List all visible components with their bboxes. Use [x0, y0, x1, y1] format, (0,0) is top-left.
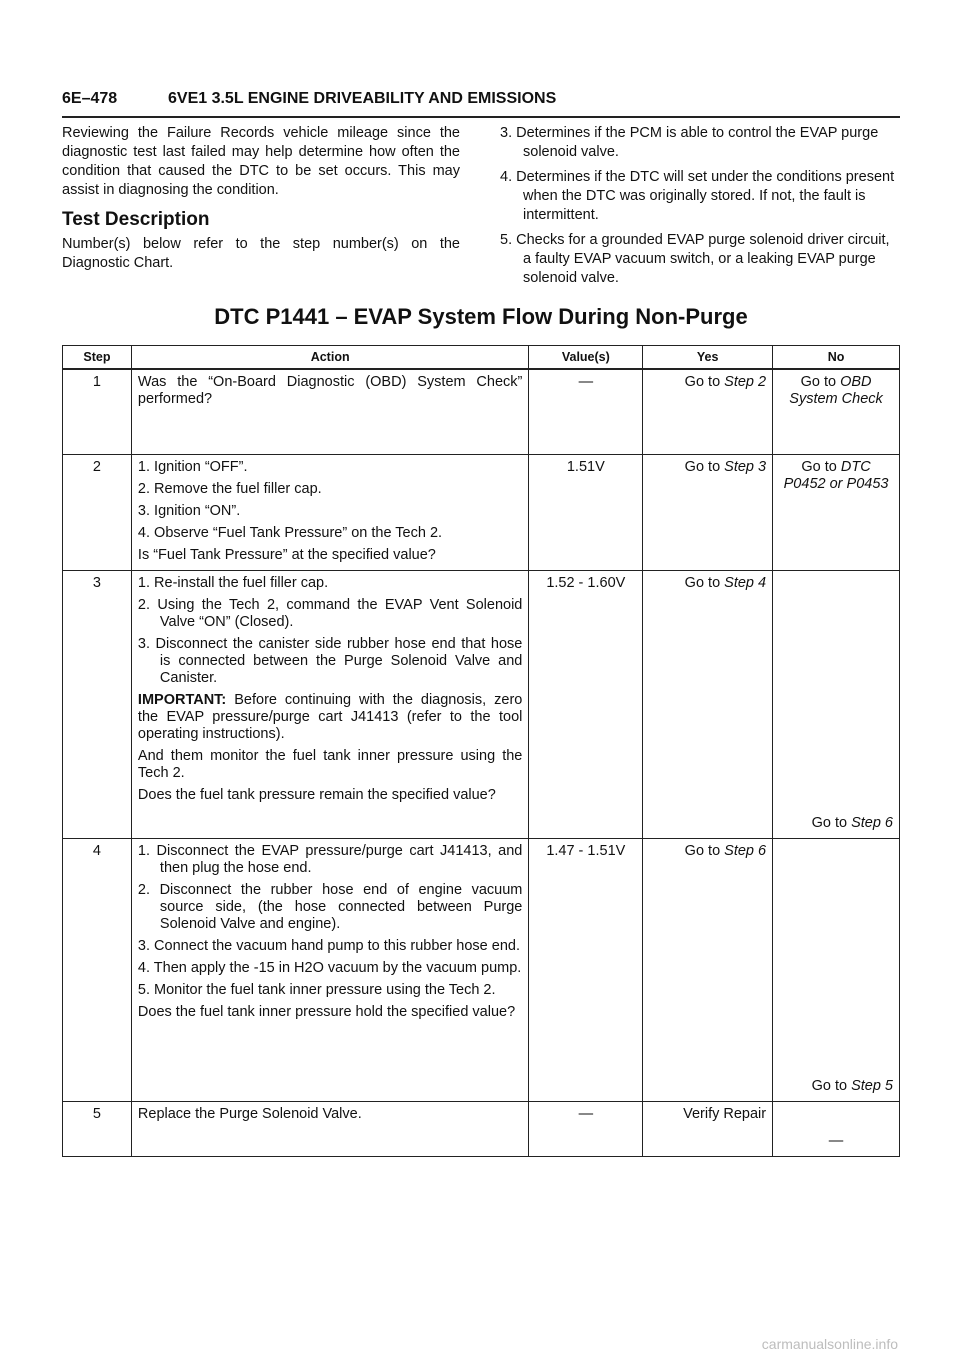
yes-cell: Verify Repair: [643, 1101, 773, 1156]
step-value: 1.52 - 1.60V: [529, 570, 643, 838]
step-action: [131, 570, 528, 838]
step-question: Does the fuel tank inner pressure hold the specified value?: [137, 1003, 516, 1020]
page-header: [62, 88, 900, 118]
page-number: 6E–478: [62, 90, 118, 107]
header-title: 6VE1 3.5L ENGINE DRIVEABILITY AND EMISSIONS: [168, 90, 557, 107]
step-value: —: [529, 1101, 643, 1156]
yes-reference-link[interactable]: Step 6: [724, 842, 767, 859]
no-reference-link[interactable]: Step 5: [851, 1077, 893, 1094]
test-description-heading: Test Description: [62, 209, 210, 230]
substep: 1. Disconnect the EVAP pressure/purge cart J41413, and then plug the hose end.: [137, 842, 523, 876]
header-no: No: [773, 346, 900, 370]
yes-cell: [643, 570, 773, 838]
test-note-5: 5. Checks for a grounded EVAP purge solenoid driver circuit, a faulty EVAP vacuum switch, or a leaking EVAP purge solenoid valve.: [500, 232, 890, 286]
header-action: Action: [131, 346, 528, 370]
substep: 1. Re-install the fuel filler cap.: [137, 574, 329, 591]
intro-right-column: [500, 124, 898, 294]
no-reference-link[interactable]: Step 6: [851, 814, 893, 831]
substep: 3. Disconnect the canister side rubber hose end that hose is connected between the Purge Solenoid Valve and Canister.: [137, 635, 523, 686]
yes-cell: [643, 838, 773, 1101]
step-number: 4: [63, 838, 132, 1101]
substep: 2. Remove the fuel filler cap.: [137, 480, 322, 497]
substep: 4. Observe “Fuel Tank Pressure” on the Tech 2.: [137, 524, 443, 541]
no-reference-link[interactable]: OBD System Check: [789, 374, 883, 407]
go-to-label: Go to: [684, 574, 721, 591]
intro-left-column: [62, 124, 460, 279]
step-number: 2: [63, 454, 132, 570]
table-row: [63, 570, 900, 838]
go-to-label: Go to: [684, 842, 721, 859]
watermark: carmanualsonline.info: [761, 1336, 898, 1352]
go-to-label: Go to: [811, 1077, 848, 1094]
substep: 4. Then apply the -15 in H2O vacuum by the vacuum pump.: [137, 959, 522, 976]
step-number: 1: [63, 369, 132, 454]
important-text: Before continuing with the diagnosis, zero the EVAP pressure/purge cart J41413 (refer to the tool operating instructions).: [137, 691, 523, 742]
table-header-row: [63, 346, 900, 370]
diagnostic-table: [62, 345, 900, 1157]
chart-title: DTC P1441 – EVAP System Flow During Non-Purge: [214, 304, 748, 329]
step-value: 1.47 - 1.51V: [529, 838, 643, 1101]
substep: 2. Disconnect the rubber hose end of engine vacuum source side, (the hose connected between Purge Solenoid Valve and engine).: [137, 881, 523, 932]
yes-cell: [643, 369, 773, 454]
no-cell: [773, 369, 900, 454]
no-cell: [773, 454, 900, 570]
substep: 3. Connect the vacuum hand pump to this rubber hose end.: [137, 937, 520, 954]
go-to-label: Go to: [684, 374, 721, 390]
failure-records-paragraph: Reviewing the Failure Records vehicle mileage since the diagnostic test last failed may help determine how often the condition that caused the DTC to be set occurs. This may assist in diagnosing the condition.: [62, 125, 460, 198]
yes-cell: [643, 454, 773, 570]
substep: 2. Using the Tech 2, command the EVAP Vent Solenoid Valve “ON” (Closed).: [137, 596, 523, 630]
step-value: —: [529, 369, 643, 454]
step-number: 3: [63, 570, 132, 838]
test-note-3: 3. Determines if the PCM is able to control the EVAP purge solenoid valve.: [500, 125, 879, 160]
table-row: [63, 369, 900, 454]
substep: 5. Monitor the fuel tank inner pressure using the Tech 2.: [137, 981, 496, 998]
step-action: [131, 369, 528, 454]
step-question: Is “Fuel Tank Pressure” at the specified value?: [137, 546, 436, 563]
yes-reference-link[interactable]: Step 2: [724, 374, 767, 390]
header-step: Step: [63, 346, 132, 370]
table-row: [63, 454, 900, 570]
yes-reference-link[interactable]: Step 4: [724, 574, 767, 591]
substep: 1. Ignition “OFF”.: [137, 458, 248, 475]
step-question: Was the “On-Board Diagnostic (OBD) System Check” performed?: [137, 374, 523, 407]
yes-reference-link[interactable]: Step 3: [724, 458, 767, 475]
go-to-label: Go to: [684, 458, 721, 475]
no-cell: —: [773, 1101, 900, 1156]
table-row: [63, 1101, 900, 1156]
table-row: [63, 838, 900, 1101]
no-cell: [773, 570, 900, 838]
substep: 3. Ignition “ON”.: [137, 502, 241, 519]
monitor-note: And them monitor the fuel tank inner pressure using the Tech 2.: [137, 747, 523, 781]
test-description-text: Number(s) below refer to the step number(s) on the Diagnostic Chart.: [62, 236, 460, 271]
step-action: [131, 838, 528, 1101]
step-action: [131, 454, 528, 570]
step-value: 1.51V: [529, 454, 643, 570]
no-reference-link[interactable]: DTC P0452 or P0453: [783, 458, 889, 492]
important-label: IMPORTANT:: [137, 691, 227, 708]
step-action: [131, 1101, 528, 1156]
step-question: Does the fuel tank pressure remain the specified value?: [137, 786, 496, 803]
no-cell: [773, 838, 900, 1101]
go-to-label: Go to: [800, 374, 837, 390]
header-values: Value(s): [529, 346, 643, 370]
important-note: [138, 692, 522, 743]
test-note-4: 4. Determines if the DTC will set under the conditions present when the DTC was originally stored. If not, the fault is intermittent.: [500, 169, 895, 223]
go-to-label: Go to: [811, 814, 848, 831]
go-to-label: Go to: [801, 458, 837, 475]
step-number: 5: [63, 1101, 132, 1156]
step-question: Replace the Purge Solenoid Valve.: [137, 1105, 362, 1122]
header-yes: Yes: [643, 346, 773, 370]
